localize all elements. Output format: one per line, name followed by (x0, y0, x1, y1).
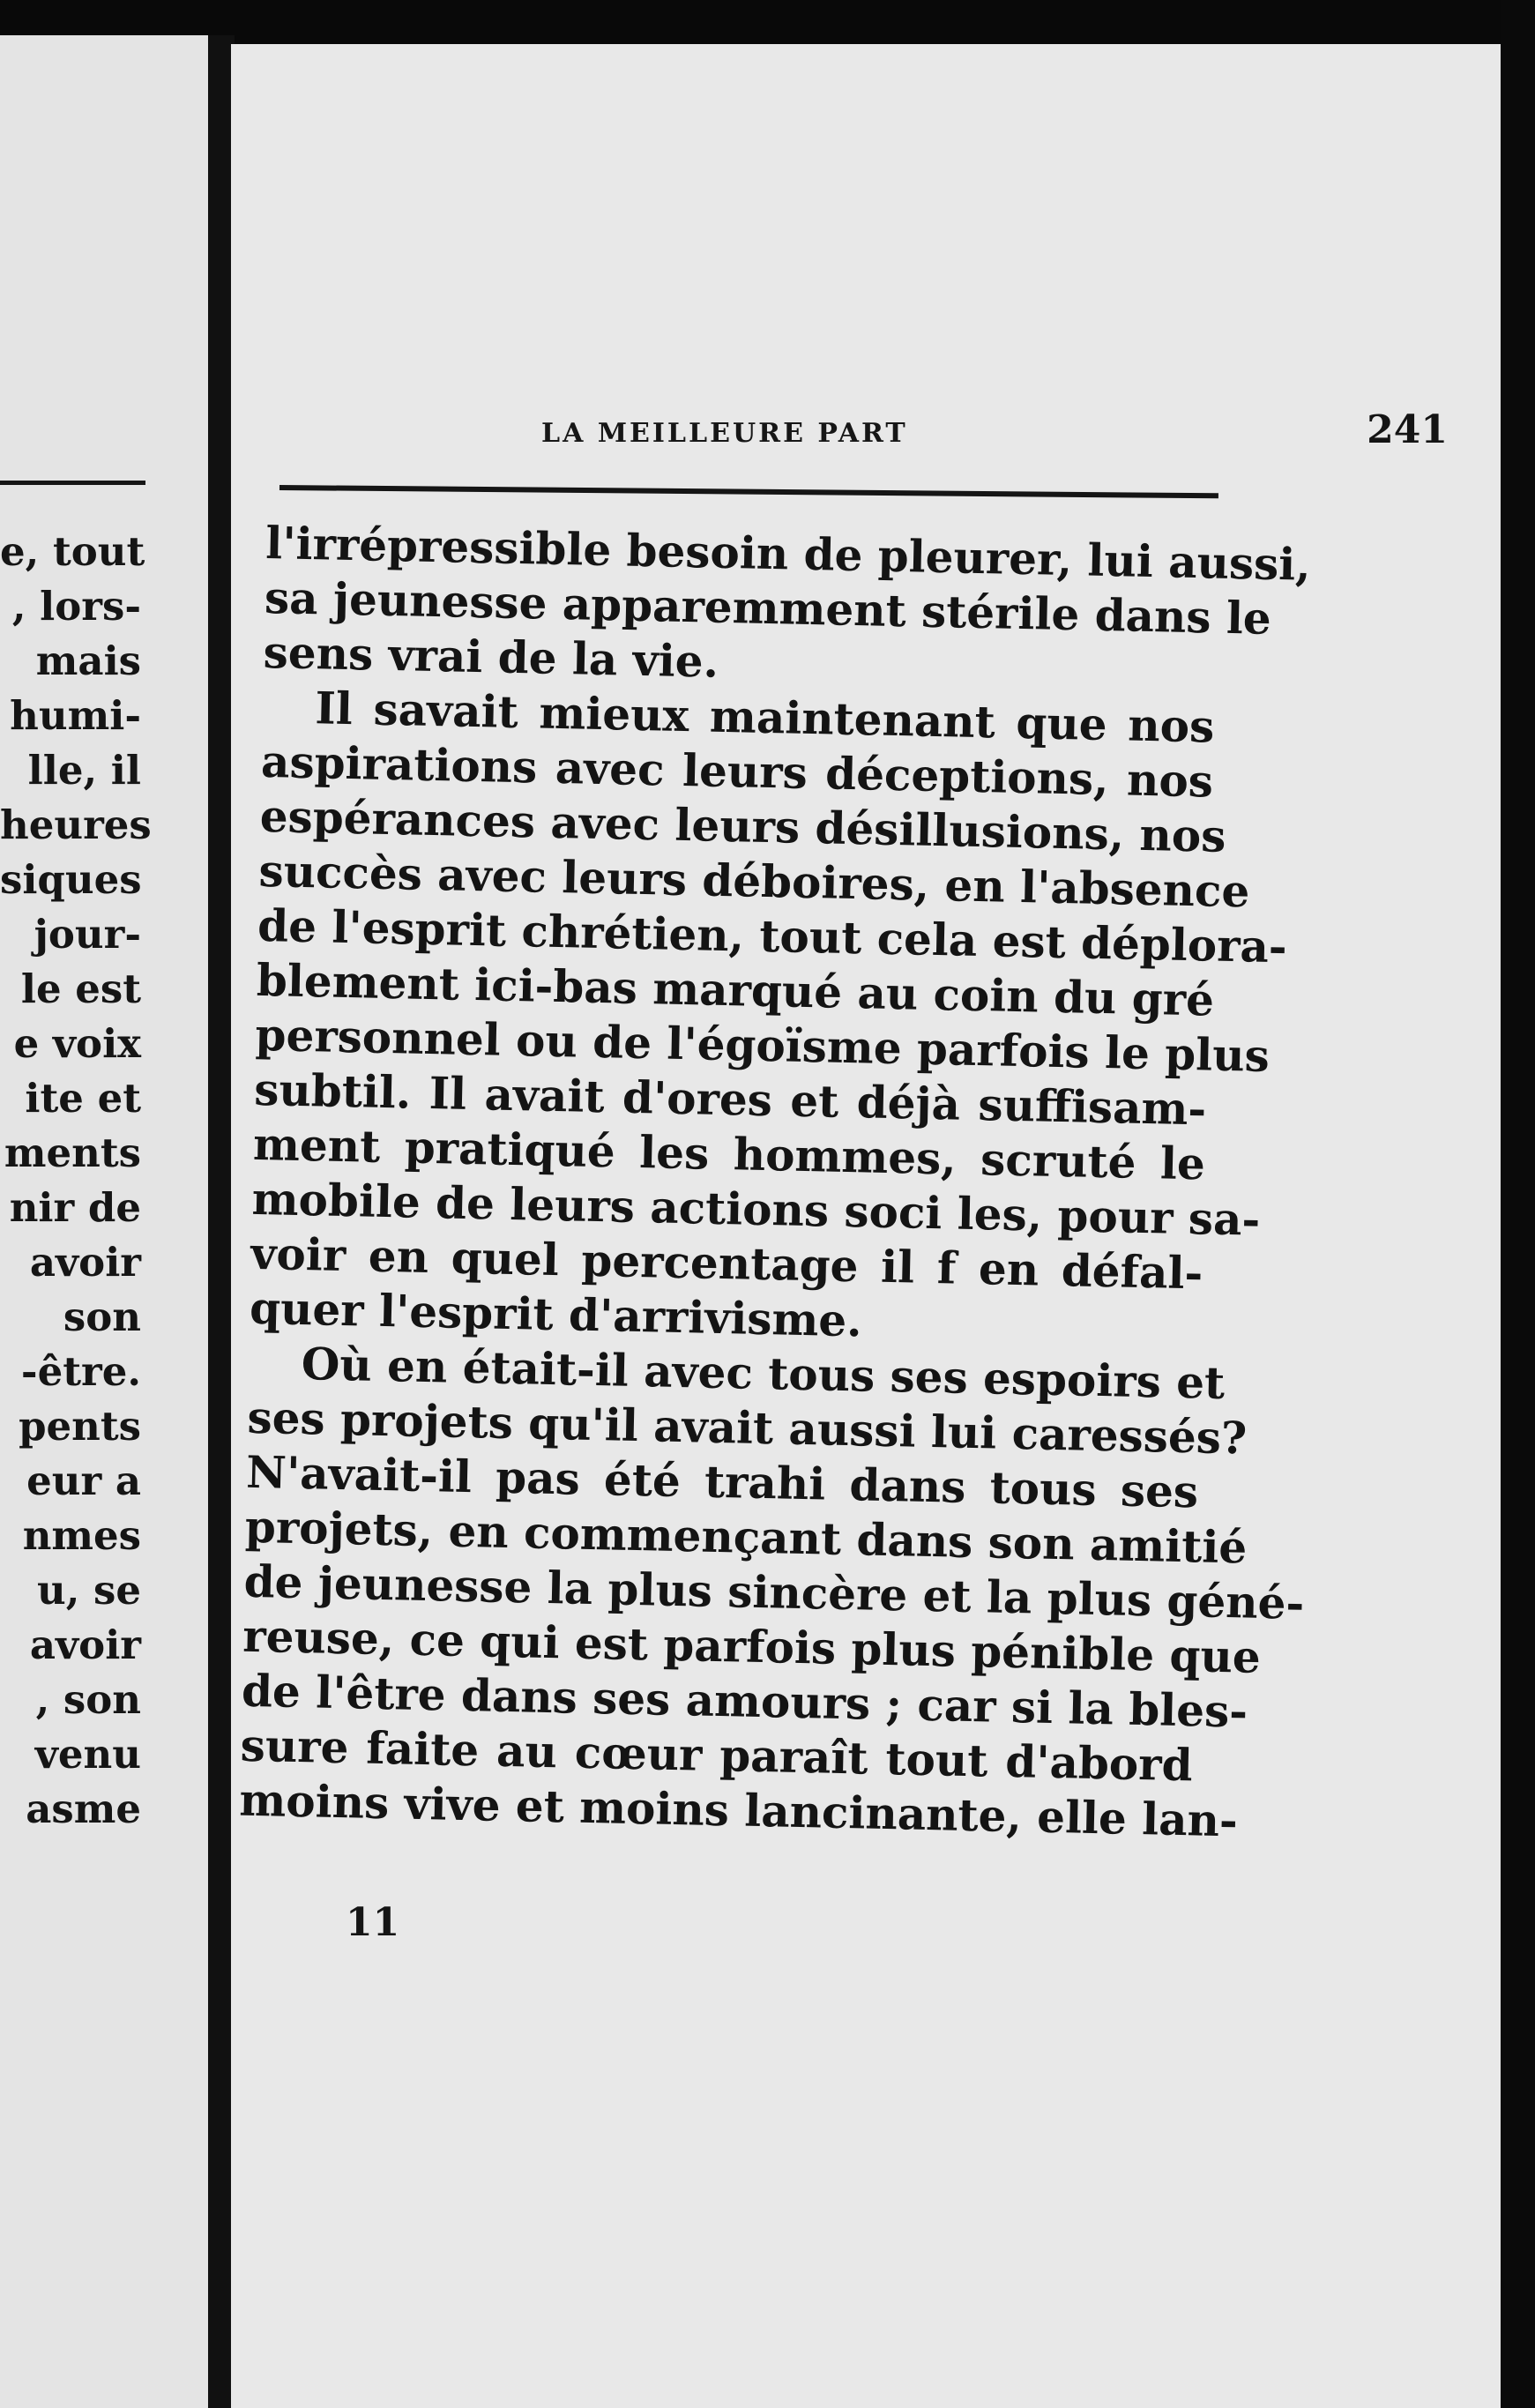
left-line: heures (0, 801, 152, 848)
text-line: Où en était-il avec tous ses espoirs et (301, 1338, 1226, 1409)
left-line: avoir (29, 1621, 141, 1668)
text-line: aspirations avec leurs déceptions, nos (260, 734, 1214, 808)
left-line: u, se (36, 1567, 141, 1614)
left-line: , lors- (11, 583, 141, 630)
left-line: mais (35, 637, 141, 684)
left-line: son (63, 1293, 141, 1340)
text-line: quer l'esprit d'arrivisme. (249, 1281, 863, 1347)
text-line: espérances avec leurs désillusions, nos (259, 789, 1226, 862)
left-page (0, 35, 220, 2408)
signature-mark: 11 (346, 1900, 400, 1945)
left-line: nir de (9, 1184, 141, 1231)
left-line: lle, il (27, 747, 141, 794)
left-line: nmes (22, 1512, 141, 1559)
text-line: de l'esprit chrétien, tout cela est déplora- (257, 898, 1288, 973)
text-line: sens vrai de la vie. (263, 625, 719, 688)
text-line: ses projets qu'il avait aussi lui caressés? (246, 1390, 1248, 1465)
text-line: reuse, ce qui est parfois plus pénible que (242, 1609, 1262, 1683)
body-text (238, 516, 1312, 1847)
left-line: le est (20, 965, 141, 1012)
left-line: asme (26, 1785, 141, 1832)
left-line: jour- (34, 911, 141, 958)
left-line: , son (35, 1676, 141, 1723)
text-line: projets, en commençant dans son amitié (244, 1500, 1248, 1574)
text-line: de jeunesse la plus sincère et la plus géné- (243, 1554, 1305, 1629)
left-line: ments (4, 1129, 141, 1176)
left-line: -être. (20, 1348, 141, 1395)
text-line: subtil. Il avait d'ores et déjà suffisam- (253, 1062, 1207, 1136)
left-line: humi- (10, 692, 141, 739)
text-line: sure faite au cœur paraît tout d'abord (240, 1718, 1194, 1792)
left-line: e voix (13, 1020, 141, 1067)
text-line: moins vive et moins lancinante, elle lan- (238, 1773, 1239, 1847)
text-line: Il savait mieux maintenant que nos (314, 682, 1215, 753)
page-header (541, 372, 1448, 460)
left-line: e, tout (0, 528, 145, 575)
text-line: sa jeunesse apparemment stérile dans le (264, 570, 1272, 645)
text-line: blement ici-bas marqué au coin du gré (256, 953, 1215, 1026)
text-line: succès avec leurs déboires, en l'absence (257, 844, 1250, 918)
left-line: siques (0, 856, 142, 903)
left-page-text (0, 525, 152, 1837)
running-title: LA MEILLEURE PART (541, 418, 908, 449)
text-line: de l'être dans ses amours ; car si la bles- (241, 1664, 1248, 1738)
main-page (231, 44, 1501, 2408)
left-line: ite et (25, 1075, 141, 1122)
text-line: mobile de leurs actions soci les, pour sa- (251, 1172, 1261, 1246)
page-number: 241 (1367, 407, 1448, 452)
text-line: l'irrépressible besoin de pleurer, lui aussi, (265, 516, 1312, 591)
left-line: avoir (29, 1239, 141, 1286)
left-line: eur a (26, 1457, 141, 1504)
scan-right-border (1501, 0, 1535, 2408)
text-line: N'avait-il pas été trahi dans tous ses (245, 1445, 1199, 1518)
text-line: voir en quel percentage il f en défal- (250, 1226, 1203, 1300)
left-header-rule (0, 481, 145, 485)
header-rule (279, 485, 1218, 498)
left-line: pents (19, 1403, 141, 1450)
left-line: venu (34, 1731, 141, 1778)
text-line: personnel ou de l'égoïsme parfois le plus (255, 1008, 1270, 1082)
text-line: ment pratiqué les hommes, scruté le (252, 1117, 1206, 1190)
